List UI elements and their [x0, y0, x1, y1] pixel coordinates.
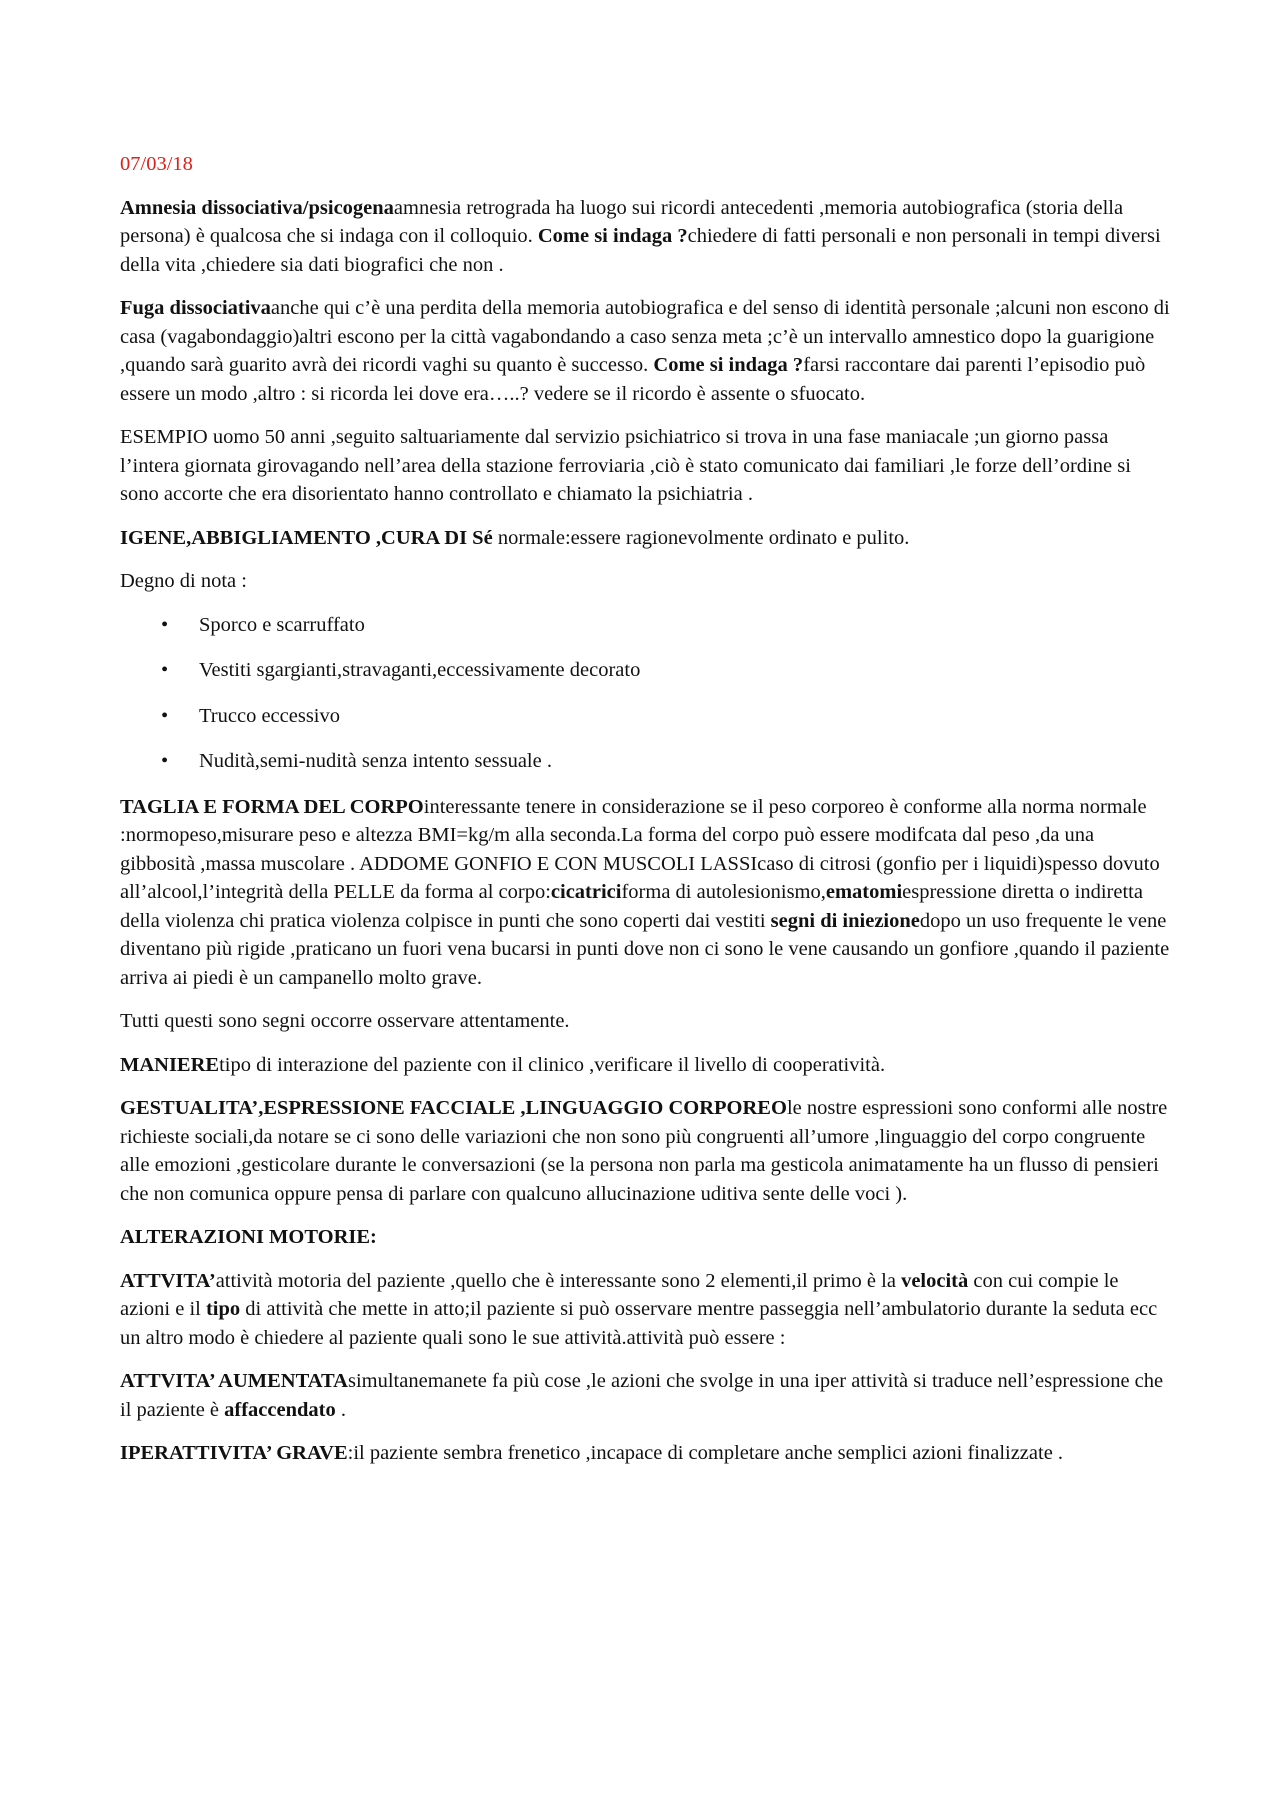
bullet-list — [120, 611, 1172, 776]
paragraph-igiene — [120, 524, 1172, 553]
paragraph-text: espressione diretta o indiretta della violenza chi pratica violenza colpisce in punti che sono coperti dai vestiti — [120, 881, 1143, 932]
paragraph-degno-di-nota: Degno di nota : — [120, 570, 247, 592]
paragraph-text: normale:essere ragionevolmente ordinato e pulito. — [492, 526, 910, 549]
heading-gestualita: GESTUALITA’,ESPRESSIONE FACCIALE ,LINGUAGGIO CORPOREO — [120, 1097, 787, 1119]
paragraph-text: tipo di interazione del paziente con il clinico ,verificare il livello di cooperatività. — [219, 1053, 886, 1076]
bold-come-si-indaga: Come si indaga ? — [537, 225, 688, 247]
paragraph-fuga-dissociativa — [120, 294, 1172, 408]
paragraph-maniere — [120, 1051, 1172, 1080]
heading-iperattivita-grave: IPERATTIVITA’ GRAVE — [120, 1442, 348, 1464]
bold-cicatrici: cicatrici — [550, 881, 622, 903]
paragraph-text: le nostre espressioni sono conformi alle nostre richieste sociali,da notare se ci sono delle variazioni che non sono più congruenti all’umore ,linguaggio del corpo congruente alle emozioni ,gesticolare durante le conversazioni (se la persona non parla ma gesticola animatamente ha un flusso di pensieri che non comunica oppure pensa di parlare con qualcuno allucinazione uditiva sente delle voci ). — [120, 1097, 1168, 1205]
list-item — [120, 702, 1172, 731]
paragraph-text: anche qui c’è una perdita della memoria autobiografica e del senso di identità personale ;alcuni non escono di casa (vagabondaggio)altri escono per la città vagabondando a caso senza meta ;c’è un intervallo amnestico dopo la guarigione ,quando sarà guarito avrà dei ricordi vaghi su quanto è successo. — [120, 297, 1170, 376]
paragraph-attivita — [120, 1267, 1172, 1353]
paragraph-iperattivita-grave — [120, 1439, 1172, 1468]
heading-amnesia-dissociativa: Amnesia dissociativa/psicogena — [120, 196, 394, 219]
bold-segni-di-iniezione: segni di iniezione — [770, 909, 920, 932]
paragraph-text: farsi raccontare dai parenti l’episodio può essere un modo ,altro : si ricorda lei dove era…..? vedere se il ricordo è assente o sfuocato. — [120, 354, 1146, 405]
heading-taglia-forma-corpo: TAGLIA E FORMA DEL CORPO — [120, 795, 424, 818]
bold-tipo: tipo — [205, 1298, 241, 1320]
paragraph-text: interessante tenere in considerazione se il peso corporeo è conforme alla norma normale :normopeso,misurare peso e altezza BMI=kg/m alla seconda.La forma del corpo può essere modifcata dal peso ,da una gibbosità ,massa muscolare . ADDOME GONFIO E CON MUSCOLI LASSIcaso di citrosi (gonfio per i liquidi)spesso dovuto all’alcool,l’integrità della PELLE da forma al corpo: — [120, 795, 1160, 903]
list-item — [120, 656, 1172, 685]
bold-affaccendato: affaccendato — [224, 1398, 336, 1421]
paragraph-text: forma di autolesionismo, — [621, 881, 826, 903]
list-item — [120, 747, 1172, 776]
list-item-text: Vestiti sgargianti,stravaganti,eccessivamente decorato — [199, 659, 641, 681]
document-body — [120, 150, 1172, 1483]
bullet-icon: • — [161, 704, 169, 727]
list-item-text: Trucco eccessivo — [199, 704, 340, 727]
bold-ematomi: ematomi — [825, 881, 903, 903]
paragraph-text: simultanemanete fa più cose ,le azioni che svolge in una iper attività si traduce nell’espressione che il paziente è — [120, 1370, 1164, 1421]
paragraph-text: con cui compie le azioni e il — [120, 1269, 1119, 1320]
bullet-icon: • — [161, 659, 169, 681]
heading-maniere: MANIERE — [120, 1053, 220, 1076]
heading-attivita: ATTVITA’ — [120, 1269, 216, 1292]
heading-igiene-abbigliamento: IGENE,ABBIGLIAMENTO ,CURA DI Sé — [120, 526, 493, 549]
paragraph-gestualita — [120, 1094, 1172, 1208]
paragraph-text: chiedere di fatti personali e non personali in tempi diversi della vita ,chiedere sia dati biografici che non . — [120, 225, 1161, 276]
paragraph-tutti-questi: Tutti questi sono segni occorre osservare attentamente. — [120, 1010, 570, 1032]
heading-attivita-aumentata: ATTVITA’ AUMENTATA — [120, 1370, 348, 1392]
bullet-icon: • — [161, 750, 169, 772]
paragraph-esempio: ESEMPIO uomo 50 anni ,seguito saltuariamente dal servizio psichiatrico si trova in una fase maniacale ;un giorno passa l’intera giornata girovagando nell’area della stazione ferroviaria ,ciò è stato comunicato dai familiari ,le forze dell’ordine si sono accorte che era disorientato hanno controllato e chiamato la psichiatria . — [120, 426, 1131, 505]
document-date: 07/03/18 — [120, 153, 193, 175]
paragraph-text: :il paziente sembra frenetico ,incapace di completare anche semplici azioni finalizzate . — [347, 1442, 1064, 1464]
paragraph-text: amnesia retrograda ha luogo sui ricordi antecedenti ,memoria autobiografica (storia della persona) è qualcosa che si indaga con il colloquio. — [120, 196, 1124, 247]
bullet-icon: • — [161, 613, 169, 636]
paragraph-text: dopo un uso frequente le vene diventano più rigide ,praticano un fuori vena bucarsi in punti dove non ci sono le vene causando un gonfiore ,quando il paziente arriva ai piedi è un campanello molto grave. — [120, 909, 1170, 989]
paragraph-text: . — [335, 1398, 346, 1421]
paragraph-text: attività motoria del paziente ,quello che è interessante sono 2 elementi,il primo è la — [215, 1269, 902, 1292]
paragraph-alterazioni-motorie — [120, 1223, 1172, 1252]
paragraph-text: di attività che mette in atto;il paziente si può osservare mentre passeggia nell’ambulatorio durante la seduta ecc un altro modo è chiedere al paziente quali sono le sue attività.attività può essere : — [120, 1298, 1158, 1349]
bold-come-si-indaga: Come si indaga ? — [653, 354, 804, 376]
list-item-text: Nudità,semi-nudità senza intento sessuale . — [199, 750, 552, 772]
paragraph-amnesia-dissociativa — [120, 194, 1172, 280]
paragraph-attivita-aumentata — [120, 1367, 1172, 1424]
bold-velocita: velocità — [901, 1269, 969, 1292]
paragraph-taglia-forma-corpo — [120, 793, 1172, 993]
list-item — [120, 611, 1172, 640]
heading-alterazioni-motorie: ALTERAZIONI MOTORIE: — [120, 1226, 377, 1248]
heading-fuga-dissociativa: Fuga dissociativa — [120, 297, 271, 319]
list-item-text: Sporco e scarruffato — [199, 613, 365, 636]
